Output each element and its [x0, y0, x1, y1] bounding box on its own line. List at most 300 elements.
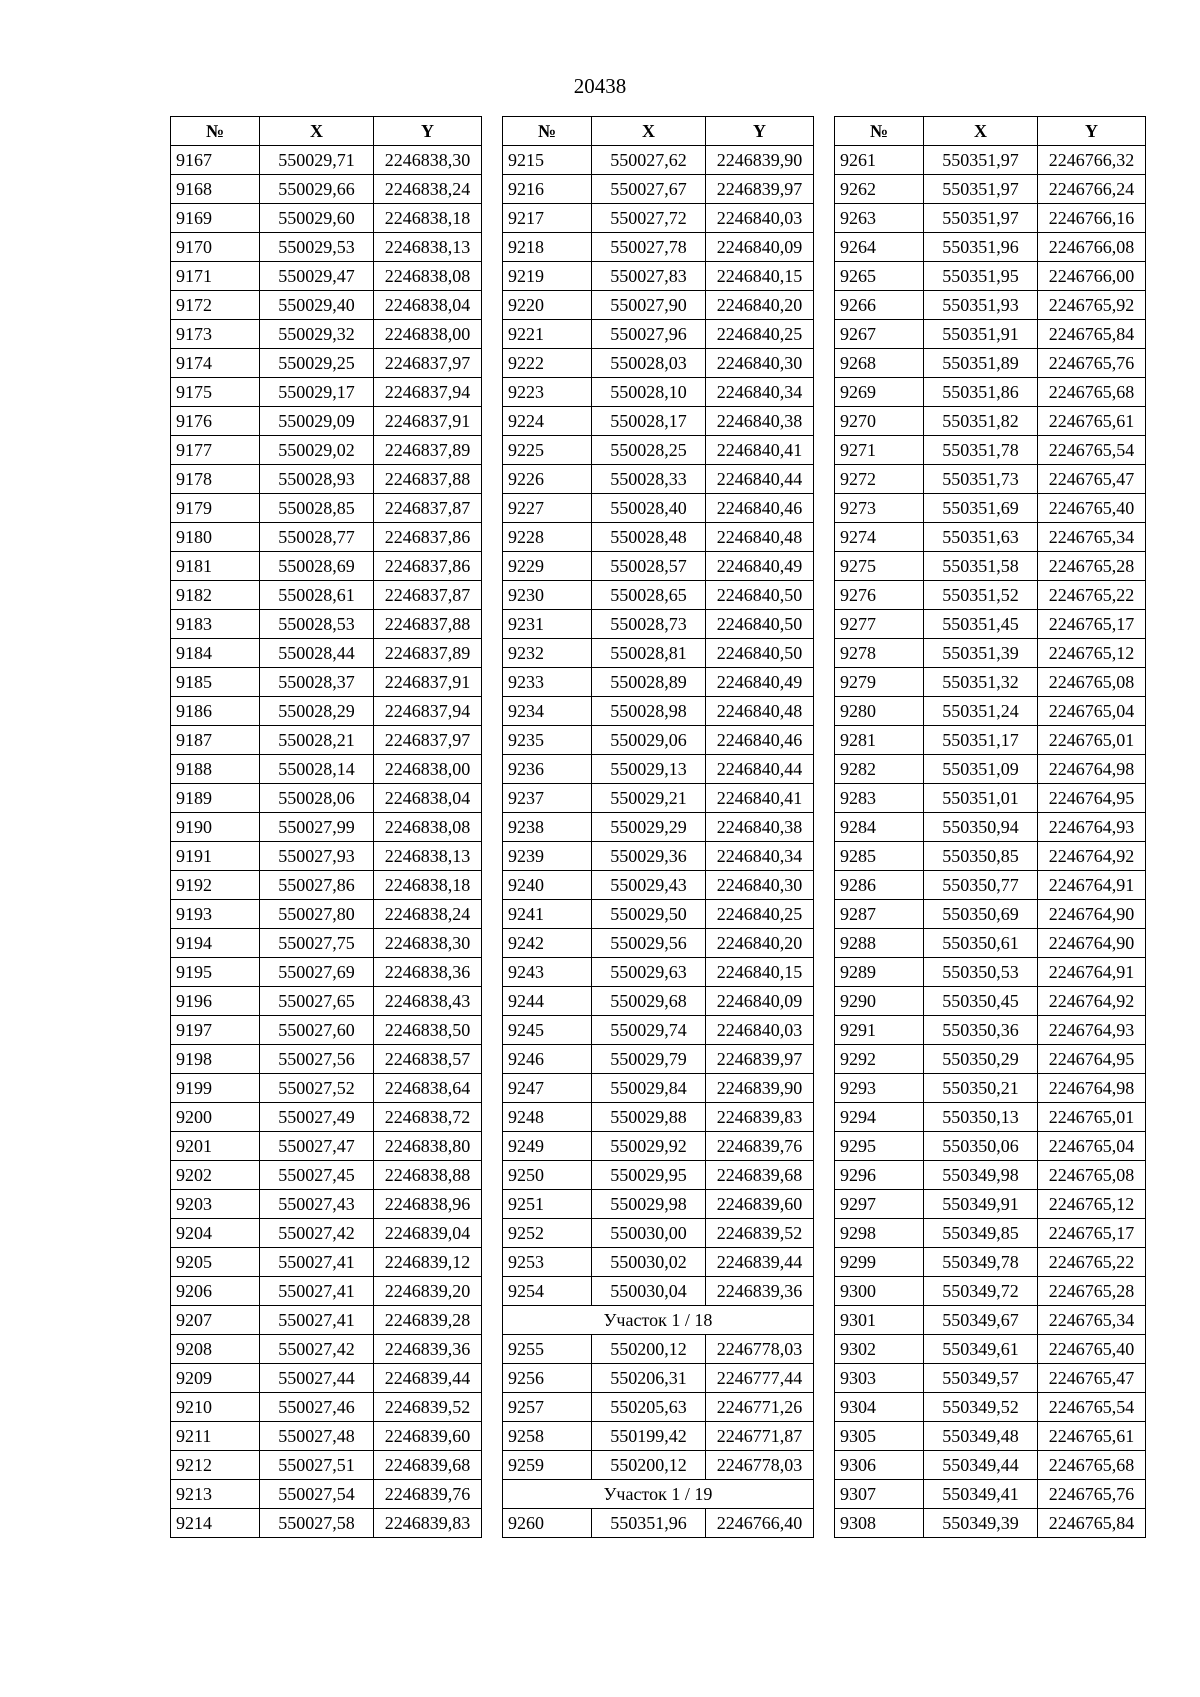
point-number-cell: 9274: [835, 523, 924, 552]
y-coordinate-cell: 2246765,04: [1038, 697, 1146, 726]
x-coordinate-cell: 550029,60: [260, 204, 374, 233]
x-coordinate-cell: 550349,44: [924, 1451, 1038, 1480]
table-row: [171, 1306, 482, 1335]
y-coordinate-cell: 2246839,52: [706, 1219, 814, 1248]
y-coordinate-cell: 2246839,83: [374, 1509, 482, 1538]
table-row: [503, 668, 814, 697]
table-row: [835, 407, 1146, 436]
table-row: [835, 784, 1146, 813]
point-number-cell: 9187: [171, 726, 260, 755]
section-row: [503, 1480, 814, 1509]
table-row: [503, 1509, 814, 1538]
table-row: [171, 175, 482, 204]
x-coordinate-cell: 550029,47: [260, 262, 374, 291]
y-coordinate-cell: 2246837,91: [374, 668, 482, 697]
point-number-cell: 9283: [835, 784, 924, 813]
point-number-cell: 9194: [171, 929, 260, 958]
point-number-cell: 9254: [503, 1277, 592, 1306]
table-row: [171, 1335, 482, 1364]
table-row: [171, 697, 482, 726]
table-row: [835, 1306, 1146, 1335]
table-row: [503, 1016, 814, 1045]
point-number-cell: 9279: [835, 668, 924, 697]
x-coordinate-cell: 550028,48: [592, 523, 706, 552]
y-coordinate-cell: 2246838,24: [374, 900, 482, 929]
point-number-cell: 9209: [171, 1364, 260, 1393]
point-number-cell: 9234: [503, 697, 592, 726]
header-row: [835, 117, 1146, 146]
y-coordinate-cell: 2246840,30: [706, 871, 814, 900]
y-coordinate-cell: 2246766,24: [1038, 175, 1146, 204]
y-coordinate-cell: 2246765,84: [1038, 320, 1146, 349]
x-coordinate-cell: 550029,17: [260, 378, 374, 407]
point-number-cell: 9238: [503, 813, 592, 842]
x-coordinate-cell: 550028,03: [592, 349, 706, 378]
y-coordinate-cell: 2246840,49: [706, 668, 814, 697]
x-coordinate-cell: 550029,13: [592, 755, 706, 784]
point-number-cell: 9233: [503, 668, 592, 697]
point-number-cell: 9237: [503, 784, 592, 813]
table-row: [171, 465, 482, 494]
point-number-cell: 9204: [171, 1219, 260, 1248]
table-row: [503, 436, 814, 465]
point-number-cell: 9195: [171, 958, 260, 987]
header-number: №: [171, 117, 260, 146]
point-number-cell: 9172: [171, 291, 260, 320]
y-coordinate-cell: 2246839,60: [706, 1190, 814, 1219]
table-row: [503, 146, 814, 175]
table-row: [503, 1422, 814, 1451]
table-row: [171, 900, 482, 929]
point-number-cell: 9289: [835, 958, 924, 987]
x-coordinate-cell: 550028,69: [260, 552, 374, 581]
y-coordinate-cell: 2246838,08: [374, 813, 482, 842]
section-label: Участок 1 / 19: [503, 1480, 814, 1509]
point-number-cell: 9217: [503, 204, 592, 233]
table-row: [171, 987, 482, 1016]
y-coordinate-cell: 2246838,00: [374, 320, 482, 349]
x-coordinate-cell: 550349,98: [924, 1161, 1038, 1190]
x-coordinate-cell: 550027,78: [592, 233, 706, 262]
x-coordinate-cell: 550200,12: [592, 1451, 706, 1480]
x-coordinate-cell: 550027,72: [592, 204, 706, 233]
point-number-cell: 9201: [171, 1132, 260, 1161]
y-coordinate-cell: 2246838,36: [374, 958, 482, 987]
y-coordinate-cell: 2246840,09: [706, 987, 814, 1016]
table-row: [171, 581, 482, 610]
y-coordinate-cell: 2246838,13: [374, 233, 482, 262]
y-coordinate-cell: 2246840,15: [706, 958, 814, 987]
table-row: [503, 1219, 814, 1248]
y-coordinate-cell: 2246840,44: [706, 755, 814, 784]
table-row: [503, 639, 814, 668]
point-number-cell: 9240: [503, 871, 592, 900]
table-row: [835, 581, 1146, 610]
x-coordinate-cell: 550028,77: [260, 523, 374, 552]
x-coordinate-cell: 550027,69: [260, 958, 374, 987]
y-coordinate-cell: 2246840,25: [706, 900, 814, 929]
table-row: [171, 1277, 482, 1306]
x-coordinate-cell: 550350,77: [924, 871, 1038, 900]
table-row: [835, 668, 1146, 697]
point-number-cell: 9171: [171, 262, 260, 291]
y-coordinate-cell: 2246838,00: [374, 755, 482, 784]
y-coordinate-cell: 2246838,04: [374, 291, 482, 320]
table-row: [503, 610, 814, 639]
table-row: [503, 900, 814, 929]
point-number-cell: 9266: [835, 291, 924, 320]
point-number-cell: 9247: [503, 1074, 592, 1103]
y-coordinate-cell: 2246837,88: [374, 610, 482, 639]
table-row: [171, 668, 482, 697]
y-coordinate-cell: 2246837,91: [374, 407, 482, 436]
x-coordinate-cell: 550028,93: [260, 465, 374, 494]
point-number-cell: 9210: [171, 1393, 260, 1422]
x-coordinate-cell: 550351,96: [924, 233, 1038, 262]
y-coordinate-cell: 2246778,03: [706, 1335, 814, 1364]
table-row: [503, 842, 814, 871]
section-label: Участок 1 / 18: [503, 1306, 814, 1335]
y-coordinate-cell: 2246838,96: [374, 1190, 482, 1219]
x-coordinate-cell: 550351,24: [924, 697, 1038, 726]
x-coordinate-cell: 550351,95: [924, 262, 1038, 291]
point-number-cell: 9199: [171, 1074, 260, 1103]
table-row: [835, 349, 1146, 378]
x-coordinate-cell: 550029,92: [592, 1132, 706, 1161]
x-coordinate-cell: 550351,01: [924, 784, 1038, 813]
y-coordinate-cell: 2246765,61: [1038, 407, 1146, 436]
y-coordinate-cell: 2246838,18: [374, 204, 482, 233]
table-row: [503, 929, 814, 958]
table-row: [171, 929, 482, 958]
y-coordinate-cell: 2246837,88: [374, 465, 482, 494]
table-row: [835, 175, 1146, 204]
table-row: [835, 755, 1146, 784]
x-coordinate-cell: 550028,57: [592, 552, 706, 581]
point-number-cell: 9175: [171, 378, 260, 407]
point-number-cell: 9269: [835, 378, 924, 407]
y-coordinate-cell: 2246838,18: [374, 871, 482, 900]
y-coordinate-cell: 2246840,03: [706, 1016, 814, 1045]
table-row: [171, 1219, 482, 1248]
x-coordinate-cell: 550206,31: [592, 1364, 706, 1393]
table-row: [503, 1103, 814, 1132]
point-number-cell: 9193: [171, 900, 260, 929]
table-row: [171, 436, 482, 465]
y-coordinate-cell: 2246765,34: [1038, 523, 1146, 552]
y-coordinate-cell: 2246837,86: [374, 523, 482, 552]
x-coordinate-cell: 550350,94: [924, 813, 1038, 842]
y-coordinate-cell: 2246837,97: [374, 349, 482, 378]
y-coordinate-cell: 2246765,40: [1038, 494, 1146, 523]
table-row: [835, 1480, 1146, 1509]
table-row: [835, 1103, 1146, 1132]
y-coordinate-cell: 2246839,60: [374, 1422, 482, 1451]
y-coordinate-cell: 2246765,17: [1038, 1219, 1146, 1248]
point-number-cell: 9231: [503, 610, 592, 639]
table-row: [171, 1509, 482, 1538]
y-coordinate-cell: 2246837,94: [374, 378, 482, 407]
x-coordinate-cell: 550029,79: [592, 1045, 706, 1074]
y-coordinate-cell: 2246839,90: [706, 1074, 814, 1103]
point-number-cell: 9251: [503, 1190, 592, 1219]
x-coordinate-cell: 550351,96: [592, 1509, 706, 1538]
point-number-cell: 9277: [835, 610, 924, 639]
x-coordinate-cell: 550350,45: [924, 987, 1038, 1016]
x-coordinate-cell: 550028,61: [260, 581, 374, 610]
x-coordinate-cell: 550351,97: [924, 204, 1038, 233]
point-number-cell: 9222: [503, 349, 592, 378]
y-coordinate-cell: 2246840,50: [706, 639, 814, 668]
point-number-cell: 9294: [835, 1103, 924, 1132]
point-number-cell: 9239: [503, 842, 592, 871]
point-number-cell: 9184: [171, 639, 260, 668]
x-coordinate-cell: 550350,06: [924, 1132, 1038, 1161]
table-row: [503, 407, 814, 436]
x-coordinate-cell: 550027,49: [260, 1103, 374, 1132]
point-number-cell: 9196: [171, 987, 260, 1016]
x-coordinate-cell: 550351,17: [924, 726, 1038, 755]
y-coordinate-cell: 2246765,22: [1038, 581, 1146, 610]
table-row: [171, 407, 482, 436]
y-coordinate-cell: 2246839,44: [706, 1248, 814, 1277]
table-row: [503, 987, 814, 1016]
x-coordinate-cell: 550027,45: [260, 1161, 374, 1190]
y-coordinate-cell: 2246838,13: [374, 842, 482, 871]
table-row: [835, 1045, 1146, 1074]
table-row: [503, 1132, 814, 1161]
table-row: [835, 1248, 1146, 1277]
table-row: [835, 523, 1146, 552]
y-coordinate-cell: 2246838,04: [374, 784, 482, 813]
header-number: №: [503, 117, 592, 146]
x-coordinate-cell: 550028,21: [260, 726, 374, 755]
x-coordinate-cell: 550028,44: [260, 639, 374, 668]
x-coordinate-cell: 550029,71: [260, 146, 374, 175]
table-row: [171, 1248, 482, 1277]
y-coordinate-cell: 2246839,52: [374, 1393, 482, 1422]
header-y: Y: [706, 117, 814, 146]
x-coordinate-cell: 550029,84: [592, 1074, 706, 1103]
y-coordinate-cell: 2246840,44: [706, 465, 814, 494]
x-coordinate-cell: 550028,14: [260, 755, 374, 784]
y-coordinate-cell: 2246837,97: [374, 726, 482, 755]
point-number-cell: 9298: [835, 1219, 924, 1248]
point-number-cell: 9183: [171, 610, 260, 639]
table-row: [171, 842, 482, 871]
table-row: [835, 378, 1146, 407]
point-number-cell: 9208: [171, 1335, 260, 1364]
x-coordinate-cell: 550199,42: [592, 1422, 706, 1451]
y-coordinate-cell: 2246764,90: [1038, 929, 1146, 958]
x-coordinate-cell: 550351,89: [924, 349, 1038, 378]
table-row: [835, 1161, 1146, 1190]
point-number-cell: 9243: [503, 958, 592, 987]
point-number-cell: 9300: [835, 1277, 924, 1306]
x-coordinate-cell: 550027,47: [260, 1132, 374, 1161]
x-coordinate-cell: 550205,63: [592, 1393, 706, 1422]
y-coordinate-cell: 2246764,98: [1038, 1074, 1146, 1103]
y-coordinate-cell: 2246839,97: [706, 1045, 814, 1074]
point-number-cell: 9176: [171, 407, 260, 436]
x-coordinate-cell: 550028,33: [592, 465, 706, 494]
table-row: [171, 204, 482, 233]
y-coordinate-cell: 2246839,12: [374, 1248, 482, 1277]
x-coordinate-cell: 550028,65: [592, 581, 706, 610]
table-row: [503, 291, 814, 320]
y-coordinate-cell: 2246840,09: [706, 233, 814, 262]
x-coordinate-cell: 550027,42: [260, 1219, 374, 1248]
point-number-cell: 9271: [835, 436, 924, 465]
x-coordinate-cell: 550349,48: [924, 1422, 1038, 1451]
point-number-cell: 9257: [503, 1393, 592, 1422]
point-number-cell: 9232: [503, 639, 592, 668]
table-row: [835, 1132, 1146, 1161]
x-coordinate-cell: 550027,41: [260, 1306, 374, 1335]
point-number-cell: 9167: [171, 146, 260, 175]
table-row: [171, 1480, 482, 1509]
x-coordinate-cell: 550027,93: [260, 842, 374, 871]
section-row: [503, 1306, 814, 1335]
point-number-cell: 9220: [503, 291, 592, 320]
x-coordinate-cell: 550029,32: [260, 320, 374, 349]
y-coordinate-cell: 2246766,08: [1038, 233, 1146, 262]
y-coordinate-cell: 2246839,90: [706, 146, 814, 175]
y-coordinate-cell: 2246765,08: [1038, 1161, 1146, 1190]
x-coordinate-cell: 550027,96: [592, 320, 706, 349]
x-coordinate-cell: 550029,25: [260, 349, 374, 378]
x-coordinate-cell: 550027,43: [260, 1190, 374, 1219]
x-coordinate-cell: 550350,13: [924, 1103, 1038, 1132]
x-coordinate-cell: 550349,72: [924, 1277, 1038, 1306]
point-number-cell: 9287: [835, 900, 924, 929]
y-coordinate-cell: 2246765,76: [1038, 349, 1146, 378]
y-coordinate-cell: 2246840,03: [706, 204, 814, 233]
y-coordinate-cell: 2246840,48: [706, 697, 814, 726]
y-coordinate-cell: 2246766,16: [1038, 204, 1146, 233]
x-coordinate-cell: 550351,45: [924, 610, 1038, 639]
y-coordinate-cell: 2246765,40: [1038, 1335, 1146, 1364]
x-coordinate-cell: 550027,60: [260, 1016, 374, 1045]
y-coordinate-cell: 2246765,28: [1038, 552, 1146, 581]
point-number-cell: 9307: [835, 1480, 924, 1509]
x-coordinate-cell: 550027,65: [260, 987, 374, 1016]
y-coordinate-cell: 2246838,30: [374, 146, 482, 175]
table-row: [171, 291, 482, 320]
y-coordinate-cell: 2246771,26: [706, 1393, 814, 1422]
point-number-cell: 9297: [835, 1190, 924, 1219]
point-number-cell: 9284: [835, 813, 924, 842]
point-number-cell: 9180: [171, 523, 260, 552]
table-row: [835, 726, 1146, 755]
point-number-cell: 9292: [835, 1045, 924, 1074]
point-number-cell: 9280: [835, 697, 924, 726]
point-number-cell: 9281: [835, 726, 924, 755]
page-number: 20438: [573, 74, 627, 98]
point-number-cell: 9179: [171, 494, 260, 523]
table-row: [503, 726, 814, 755]
y-coordinate-cell: 2246837,87: [374, 581, 482, 610]
table-row: [503, 1364, 814, 1393]
point-number-cell: 9291: [835, 1016, 924, 1045]
table-row: [835, 900, 1146, 929]
point-number-cell: 9263: [835, 204, 924, 233]
point-number-cell: 9197: [171, 1016, 260, 1045]
point-number-cell: 9170: [171, 233, 260, 262]
table-row: [835, 813, 1146, 842]
x-coordinate-cell: 550027,41: [260, 1277, 374, 1306]
x-coordinate-cell: 550027,52: [260, 1074, 374, 1103]
x-coordinate-cell: 550029,40: [260, 291, 374, 320]
table-row: [835, 871, 1146, 900]
x-coordinate-cell: 550027,62: [592, 146, 706, 175]
x-coordinate-cell: 550351,82: [924, 407, 1038, 436]
x-coordinate-cell: 550351,63: [924, 523, 1038, 552]
y-coordinate-cell: 2246765,04: [1038, 1132, 1146, 1161]
point-number-cell: 9242: [503, 929, 592, 958]
table-row: [171, 813, 482, 842]
table-row: [503, 494, 814, 523]
x-coordinate-cell: 550028,73: [592, 610, 706, 639]
table-row: [171, 378, 482, 407]
table-row: [835, 1393, 1146, 1422]
x-coordinate-cell: 550349,85: [924, 1219, 1038, 1248]
y-coordinate-cell: 2246765,92: [1038, 291, 1146, 320]
x-coordinate-cell: 550028,98: [592, 697, 706, 726]
table-row: [171, 1190, 482, 1219]
x-coordinate-cell: 550349,41: [924, 1480, 1038, 1509]
table-row: [503, 465, 814, 494]
table-row: [503, 523, 814, 552]
point-number-cell: 9296: [835, 1161, 924, 1190]
table-row: [835, 610, 1146, 639]
x-coordinate-cell: 550349,91: [924, 1190, 1038, 1219]
point-number-cell: 9211: [171, 1422, 260, 1451]
x-coordinate-cell: 550027,83: [592, 262, 706, 291]
table-row: [835, 1335, 1146, 1364]
table-row: [835, 1016, 1146, 1045]
y-coordinate-cell: 2246839,97: [706, 175, 814, 204]
point-number-cell: 9301: [835, 1306, 924, 1335]
table-row: [503, 958, 814, 987]
y-coordinate-cell: 2246771,87: [706, 1422, 814, 1451]
y-coordinate-cell: 2246840,25: [706, 320, 814, 349]
point-number-cell: 9256: [503, 1364, 592, 1393]
x-coordinate-cell: 550027,42: [260, 1335, 374, 1364]
y-coordinate-cell: 2246839,44: [374, 1364, 482, 1393]
x-coordinate-cell: 550027,80: [260, 900, 374, 929]
table-row: [503, 552, 814, 581]
point-number-cell: 9276: [835, 581, 924, 610]
y-coordinate-cell: 2246840,50: [706, 610, 814, 639]
point-number-cell: 9169: [171, 204, 260, 233]
table-row: [835, 552, 1146, 581]
y-coordinate-cell: 2246765,08: [1038, 668, 1146, 697]
table-row: [503, 871, 814, 900]
x-coordinate-cell: 550030,02: [592, 1248, 706, 1277]
table-row: [503, 204, 814, 233]
y-coordinate-cell: 2246765,01: [1038, 1103, 1146, 1132]
point-number-cell: 9188: [171, 755, 260, 784]
y-coordinate-cell: 2246838,72: [374, 1103, 482, 1132]
y-coordinate-cell: 2246766,32: [1038, 146, 1146, 175]
table-row: [171, 1422, 482, 1451]
x-coordinate-cell: 550027,56: [260, 1045, 374, 1074]
point-number-cell: 9290: [835, 987, 924, 1016]
point-number-cell: 9308: [835, 1509, 924, 1538]
y-coordinate-cell: 2246765,84: [1038, 1509, 1146, 1538]
y-coordinate-cell: 2246840,46: [706, 494, 814, 523]
